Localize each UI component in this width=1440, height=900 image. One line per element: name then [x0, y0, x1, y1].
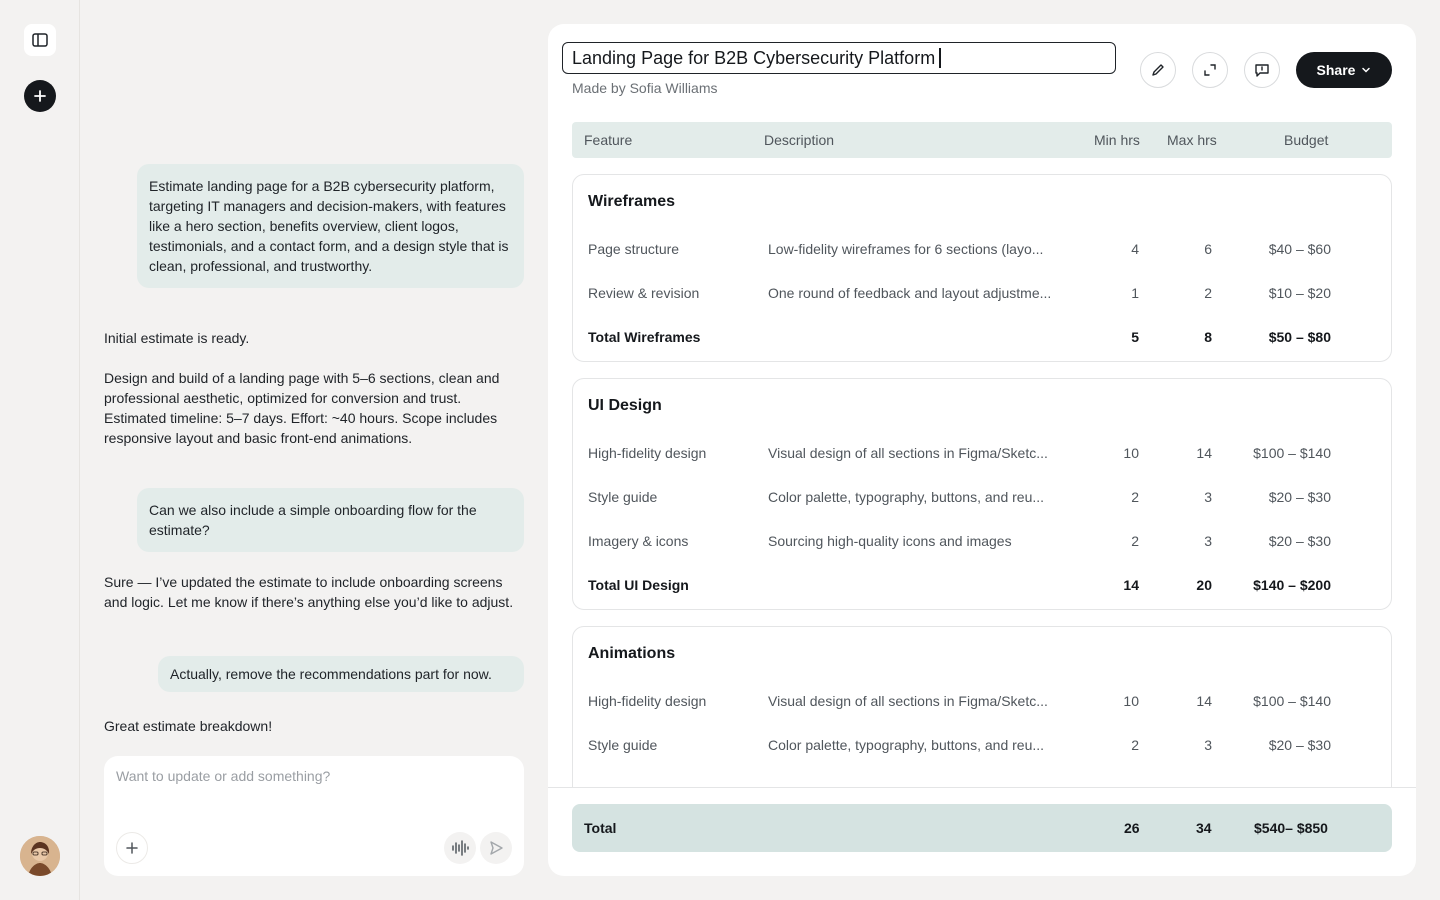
grand-total-label: Total [584, 820, 617, 836]
text-caret [939, 48, 941, 68]
cell-budget: $40 – $60 [1268, 241, 1331, 257]
cell-feature: High-fidelity design [588, 445, 707, 461]
cell-min-hrs: 2 [1131, 489, 1139, 505]
sidebar-toggle-button[interactable] [24, 24, 56, 56]
cell-min-hrs: 2 [1131, 737, 1139, 753]
expand-button[interactable] [1192, 52, 1228, 88]
cell-feature: Review & revision [588, 285, 700, 301]
cell-budget: $20 – $30 [1268, 489, 1331, 505]
cell-max-hrs: 14 [1196, 445, 1212, 461]
user-message: Actually, remove the recommendations part for now. [158, 656, 524, 692]
table-row[interactable] [573, 285, 1392, 305]
cell-feature: Style guide [588, 489, 658, 505]
cell-description: Visual design of all sections in Figma/Sketc... [768, 445, 1048, 461]
send-icon [488, 840, 504, 856]
message-composer [104, 756, 524, 876]
column-header-budget: Budget [1284, 132, 1329, 148]
cell-max-hrs: 2 [1204, 285, 1212, 301]
estimate-title: Landing Page for B2B Cybersecurity Platform [572, 47, 936, 68]
column-header-min-hrs: Min hrs [1094, 132, 1140, 148]
plus-icon [33, 89, 47, 103]
cell-feature: High-fidelity design [588, 693, 707, 709]
user-message: Can we also include a simple onboarding flow for the estimate? [137, 488, 524, 552]
cell-max-hrs: 3 [1204, 489, 1212, 505]
cell-description: Low-fidelity wireframes for 6 sections (layo... [768, 241, 1044, 257]
share-label: Share [1316, 62, 1356, 78]
cell-min-hrs: 14 [1123, 577, 1139, 593]
message-input[interactable] [116, 768, 506, 784]
cell-min-hrs: 1 [1131, 285, 1139, 301]
section-animations [572, 626, 1392, 788]
sidebar-toggle-icon [31, 31, 49, 49]
cell-min-hrs: 5 [1131, 329, 1139, 345]
section-title: UI Design [588, 397, 662, 414]
column-header-feature: Feature [584, 132, 633, 148]
table-row[interactable] [573, 445, 1392, 465]
column-header-description: Description [764, 132, 835, 148]
cell-description: One round of feedback and layout adjustme... [768, 285, 1052, 301]
edit-button[interactable] [1140, 52, 1176, 88]
section-total-row [573, 577, 1392, 597]
assistant-message: Sure — I’ve updated the estimate to include onboarding screens and logic. Let me know if there’s anything else you’d like to adjust. [104, 574, 514, 610]
cell-max-hrs: 14 [1196, 693, 1212, 709]
table-row[interactable] [573, 693, 1392, 713]
cell-min-hrs: 10 [1123, 445, 1139, 461]
chevron-down-icon [1361, 65, 1371, 75]
author-line: Made by Sofia Williams [572, 80, 718, 96]
cell-feature: Style guide [588, 737, 658, 753]
cell-max-hrs: 3 [1204, 533, 1212, 549]
cell-budget: $100 – $140 [1253, 445, 1331, 461]
grand-total-budget: $540– $850 [1254, 820, 1328, 836]
grand-total-bar [572, 804, 1392, 852]
expand-icon [1202, 62, 1218, 78]
waveform-icon [451, 840, 469, 856]
cell-max-hrs: 8 [1204, 329, 1212, 345]
section-total-row [573, 329, 1392, 349]
grand-total-min-hrs: 26 [1124, 820, 1140, 836]
cell-feature: Page structure [588, 241, 680, 257]
cell-description: Visual design of all sections in Figma/Sketc... [768, 693, 1048, 709]
cell-feature: Total UI Design [588, 577, 689, 593]
assistant-message: Initial estimate is ready. [104, 330, 250, 346]
cell-max-hrs: 20 [1196, 577, 1212, 593]
cell-min-hrs: 4 [1131, 241, 1139, 257]
cell-budget: $100 – $140 [1253, 693, 1331, 709]
section-title: Animations [588, 645, 676, 662]
user-message: Estimate landing page for a B2B cybersecurity platform, targeting IT managers and decision-makers, with features like a hero section, benefits overview, client logos, testimonials, and a contact form, and a design style that is clean, professional, and trustworthy. [137, 164, 524, 288]
cell-description: Color palette, typography, buttons, and reu... [768, 489, 1045, 505]
estimate-scroll-area[interactable] [572, 174, 1392, 788]
left-rail [0, 0, 80, 900]
assistant-message: Great estimate breakdown! [104, 718, 273, 734]
estimate-title-field[interactable] [562, 42, 1116, 74]
table-row[interactable] [573, 489, 1392, 509]
cell-budget: $10 – $20 [1268, 285, 1331, 301]
section-ui-design [572, 378, 1392, 610]
pencil-icon [1150, 62, 1166, 78]
table-row[interactable] [573, 737, 1392, 757]
cell-min-hrs: 2 [1131, 533, 1139, 549]
assistant-message: Design and build of a landing page with 5–6 sections, clean and professional aesthetic, optimized for conversion and trust. Estimated timeline: 5–7 days. Effort: ~40 hours. Scope includes responsive layout and basic front-end animations. [104, 370, 500, 446]
cell-budget: $20 – $30 [1268, 533, 1331, 549]
divider [548, 787, 1416, 788]
cell-budget: $20 – $30 [1268, 737, 1331, 753]
cell-budget: $50 – $80 [1268, 329, 1331, 345]
section-wireframes [572, 174, 1392, 362]
send-button[interactable] [480, 832, 512, 864]
share-button[interactable] [1296, 52, 1392, 88]
attach-button[interactable] [116, 832, 148, 864]
comment-icon [1254, 62, 1270, 78]
avatar[interactable] [20, 836, 60, 876]
plus-icon [125, 841, 139, 855]
cell-budget: $140 – $200 [1253, 577, 1331, 593]
voice-button[interactable] [444, 832, 476, 864]
comment-button[interactable] [1244, 52, 1280, 88]
cell-description: Sourcing high-quality icons and images [768, 533, 1012, 549]
new-chat-button[interactable] [24, 80, 56, 112]
table-row[interactable] [573, 241, 1392, 261]
table-header [572, 122, 1392, 158]
cell-max-hrs: 6 [1204, 241, 1212, 257]
cell-max-hrs: 3 [1204, 737, 1212, 753]
cell-min-hrs: 10 [1123, 693, 1139, 709]
grand-total-max-hrs: 34 [1196, 820, 1212, 836]
cell-feature: Imagery & icons [588, 533, 689, 549]
estimate-panel [548, 24, 1416, 876]
table-row[interactable] [573, 533, 1392, 553]
column-header-max-hrs: Max hrs [1167, 132, 1217, 148]
cell-feature: Total Wireframes [588, 329, 701, 345]
cell-description: Color palette, typography, buttons, and reu... [768, 737, 1045, 753]
section-title: Wireframes [588, 193, 676, 210]
